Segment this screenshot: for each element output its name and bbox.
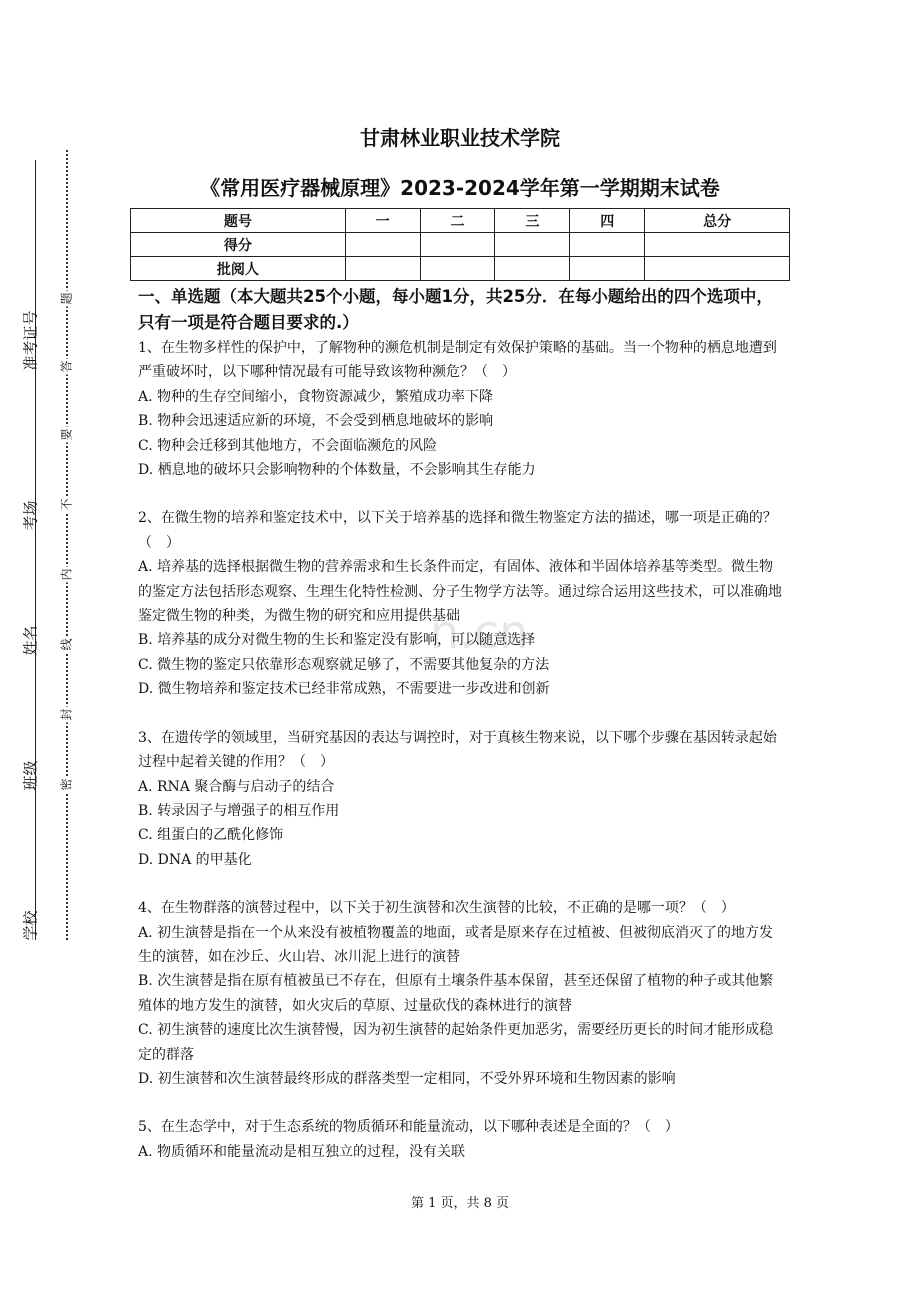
option: A. RNA 聚合酶与启动子的结合 bbox=[138, 778, 335, 795]
table-cell[interactable] bbox=[570, 233, 645, 257]
label-name: 姓名 bbox=[21, 625, 40, 656]
exam-title: 《常用医疗器械原理》2023-2024学年第一学期期末试卷 bbox=[200, 176, 720, 200]
option: A. 培养基的选择根据微生物的营养需求和生长条件而定，有固体、液体和半固体培养基等类型。微生物的鉴定方法包括形态观察、生理生化特性检测、分子生物学方法等。通过综合运用这些技术，可以准确地鉴定微生物的种类，为微生物的研究和应用提供基础 bbox=[138, 559, 782, 625]
table-row bbox=[131, 257, 790, 281]
dotted-word: 答 bbox=[59, 360, 74, 373]
question-3 bbox=[138, 726, 786, 872]
label-class: 班级 bbox=[21, 760, 40, 791]
option: D. 栖息地的破坏只会影响物种的个体数量，不会影响其生存能力 bbox=[138, 462, 536, 479]
question-stem: 4、在生物群落的演替过程中，以下关于初生演替和次生演替的比较，不正确的是哪一项？（ ） bbox=[138, 900, 735, 917]
label-exam-number: 准考证号 bbox=[21, 310, 40, 371]
option: B. 转录因子与增强子的相互作用 bbox=[138, 802, 340, 819]
question-5 bbox=[138, 1115, 786, 1164]
question-4 bbox=[138, 896, 786, 1091]
option: A. 物种的生存空间缩小，食物资源减少，繁殖成功率下降 bbox=[138, 388, 494, 405]
exam-content bbox=[138, 284, 786, 1164]
dotted-word: 封 bbox=[59, 708, 74, 721]
dotted-word: 题 bbox=[59, 292, 74, 305]
table-cell[interactable] bbox=[495, 257, 570, 281]
label-exam-room: 考场 bbox=[21, 500, 40, 531]
table-cell[interactable] bbox=[420, 233, 495, 257]
option: B. 次生演替是指在原有植被虽已不存在，但原有土壤条件基本保留，甚至还保留了植物的种子或其他繁殖体的地方发生的演替，如火灾后的草原、过量砍伐的森林进行的演替 bbox=[138, 973, 774, 1014]
table-cell: 一 bbox=[345, 209, 420, 233]
dotted-word: 不 bbox=[59, 498, 74, 511]
table-cell[interactable] bbox=[495, 233, 570, 257]
question-stem: 2、在微生物的培养和鉴定技术中，以下关于培养基的选择和微生物鉴定方法的描述，哪一项是正确的？（ ） bbox=[138, 510, 777, 551]
option: B. 物种会迅速适应新的环境，不会受到栖息地破坏的影响 bbox=[138, 413, 494, 430]
question-2 bbox=[138, 506, 786, 701]
question-1 bbox=[138, 336, 786, 482]
option: C. 微生物的鉴定只依靠形态观察就足够了，不需要其他复杂的方法 bbox=[138, 656, 550, 673]
option: C. 初生演替的速度比次生演替慢，因为初生演替的起始条件更加恶劣，需要经历更长的时间才能形成稳定的群落 bbox=[138, 1022, 774, 1063]
section-heading: 一、单选题（本大题共25个小题，每小题1分，共25分．在每小题给出的四个选项中，只有一项是符合题目要求的.） bbox=[138, 287, 773, 332]
table-cell: 总分 bbox=[645, 209, 790, 233]
label-school: 学校 bbox=[21, 910, 40, 941]
question-stem: 1、在生物多样性的保护中，了解物种的濒危机制是制定有效保护策略的基础。当一个物种的栖息地遭到严重破坏时，以下哪种情况最有可能导致该物种濒危？（ ） bbox=[138, 340, 777, 381]
school-title: 甘肃林业职业技术学院 bbox=[360, 126, 560, 150]
watermark: n.cn bbox=[430, 605, 529, 659]
dotted-word: 要 bbox=[59, 428, 74, 441]
question-stem: 5、在生态学中，对于生态系统的物质循环和能量流动，以下哪种表述是全面的？（ ） bbox=[138, 1119, 679, 1136]
option: A. 物质循环和能量流动是相互独立的过程，没有关联 bbox=[138, 1143, 466, 1160]
page-footer: 第 1 页，共 8 页 bbox=[410, 1196, 510, 1211]
table-cell: 批阅人 bbox=[131, 257, 346, 281]
table-row bbox=[131, 233, 790, 257]
table-cell[interactable] bbox=[570, 257, 645, 281]
binding-solid-line bbox=[35, 160, 36, 940]
question-stem: 3、在遗传学的领域里，当研究基因的表达与调控时，对于真核生物来说，以下哪个步骤在基因转录起始过程中起着关键的作用？（ ） bbox=[138, 729, 777, 771]
table-cell: 题号 bbox=[131, 209, 346, 233]
binding-dotted-line bbox=[66, 150, 68, 940]
option: B. 培养基的成分对微生物的生长和鉴定没有影响，可以随意选择 bbox=[138, 632, 536, 649]
table-cell[interactable] bbox=[420, 257, 495, 281]
table-cell[interactable] bbox=[345, 257, 420, 281]
table-cell: 得分 bbox=[131, 233, 346, 257]
option: D. 微生物培养和鉴定技术已经非常成熟，不需要进一步改进和创新 bbox=[138, 681, 550, 698]
table-cell: 二 bbox=[420, 209, 495, 233]
table-cell: 四 bbox=[570, 209, 645, 233]
table-cell[interactable] bbox=[645, 257, 790, 281]
dotted-word: 线 bbox=[59, 638, 74, 651]
option: C. 物种会迁移到其他地方，不会面临濒危的风险 bbox=[138, 437, 438, 454]
option: A. 初生演替是指在一个从来没有被植物覆盖的地面，或者是原来存在过植被、但被彻底消灭了的地方发生的演替，如在沙丘、火山岩、冰川泥上进行的演替 bbox=[138, 924, 774, 965]
dotted-word: 内 bbox=[59, 568, 74, 581]
score-table bbox=[130, 208, 790, 281]
table-header-row bbox=[131, 209, 790, 233]
option: C. 组蛋白的乙酰化修饰 bbox=[138, 827, 284, 844]
option: D. 初生演替和次生演替最终形成的群落类型一定相同，不受外界环境和生物因素的影响 bbox=[138, 1070, 676, 1087]
table-cell[interactable] bbox=[345, 233, 420, 257]
option: D. DNA 的甲基化 bbox=[138, 851, 252, 868]
table-cell: 三 bbox=[495, 209, 570, 233]
dotted-word: 密 bbox=[59, 778, 74, 791]
table-cell[interactable] bbox=[645, 233, 790, 257]
binding-margin bbox=[0, 140, 80, 940]
